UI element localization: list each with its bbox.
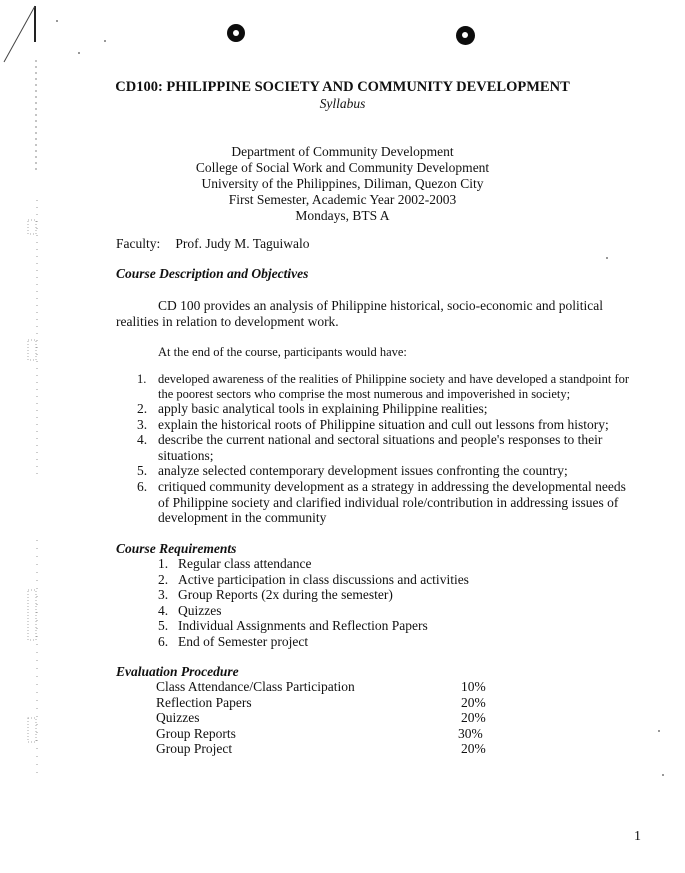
binder-hole-left <box>227 24 245 42</box>
objective-number: 2. <box>137 401 148 416</box>
evaluation-item: Class Attendance/Class Participation <box>156 679 355 694</box>
scan-speck <box>658 730 660 732</box>
scan-edge-marks <box>0 0 60 873</box>
objective-item <box>137 463 637 479</box>
objective-text: analyze selected contemporary development issues confronting the country; <box>158 463 568 479</box>
evaluation-row <box>156 710 486 726</box>
evaluation-percent: 10% <box>461 679 486 694</box>
objective-item <box>137 417 637 433</box>
evaluation-item: Group Project <box>156 741 233 757</box>
objective-item <box>137 479 637 526</box>
evaluation-table <box>156 679 486 757</box>
requirement-number: 2. <box>158 571 169 587</box>
course-description-paragraph: CD 100 provides an analysis of Philippine historical, socio-economic and political realities in relation to development work. <box>116 298 604 329</box>
faculty-name: Prof. Judy M. Taguiwalo <box>175 236 310 251</box>
course-title: CD100: PHILIPPINE SOCIETY AND COMMUNITY DEVELOPMENT <box>115 79 570 95</box>
objective-number: 3. <box>137 416 148 432</box>
faculty-label: Faculty: <box>116 236 161 251</box>
requirement-text: Individual Assignments and Reflection Papers <box>178 618 428 634</box>
course-description-heading: Course Description and Objectives <box>116 266 309 281</box>
page-number: 1 <box>634 829 641 844</box>
objective-text: developed awareness of the realities of Philippine society and have developed a standpoint for the poorest sectors who comprise the most numerous and impoverished in society; <box>158 372 630 401</box>
requirement-number: 5. <box>158 618 169 634</box>
objective-text: critiqued community development as a strategy in addressing the developmental needs of Philippine society and clarified individual role/contribution in addressing issues of development in the community <box>158 478 626 526</box>
university-line: University of the Philippines, Diliman, Quezon City <box>201 176 484 191</box>
evaluation-item: Reflection Papers <box>156 694 252 710</box>
evaluation-item: Quizzes <box>156 710 200 726</box>
requirement-item <box>158 587 469 603</box>
evaluation-percent: 20% <box>461 694 486 710</box>
evaluation-row <box>156 695 486 711</box>
requirement-text: Quizzes <box>178 602 222 618</box>
objectives-lead-in: At the end of the course, participants would have: <box>158 345 407 359</box>
evaluation-row <box>156 741 486 757</box>
faculty-line <box>116 236 310 252</box>
objective-number: 4. <box>137 432 148 448</box>
requirement-number: 4. <box>158 602 169 618</box>
department-block <box>0 144 685 224</box>
requirement-item <box>158 572 469 588</box>
requirement-text: End of Semester project <box>178 633 309 649</box>
scan-speck <box>662 774 664 776</box>
requirement-item <box>158 618 469 634</box>
scan-speck <box>606 257 608 259</box>
objective-number: 1. <box>137 372 147 386</box>
binder-hole-right <box>456 26 475 45</box>
objective-item <box>137 432 637 463</box>
scan-speck <box>56 20 58 22</box>
evaluation-item: Group Reports <box>156 725 236 741</box>
objective-text: explain the historical roots of Philippine situation and cull out lessons from history; <box>158 416 609 432</box>
objective-item <box>137 372 637 401</box>
objective-text: describe the current national and sectoral situations and people's responses to their situations; <box>158 432 603 463</box>
requirement-item <box>158 634 469 650</box>
requirement-item <box>158 603 469 619</box>
requirement-text: Group Reports (2x during the semester) <box>178 587 393 603</box>
objective-text: apply basic analytical tools in explaining Philippine realities; <box>158 401 488 416</box>
requirements-list <box>158 556 469 650</box>
requirement-text: Regular class attendance <box>178 556 312 571</box>
requirement-number: 6. <box>158 633 169 649</box>
objective-number: 5. <box>137 463 148 479</box>
document-subtitle: Syllabus <box>319 96 366 111</box>
evaluation-heading: Evaluation Procedure <box>116 664 239 679</box>
requirement-number: 1. <box>158 556 169 571</box>
evaluation-percent: 20% <box>461 741 486 757</box>
department-line: Department of Community Development <box>231 144 454 159</box>
requirement-number: 3. <box>158 587 169 603</box>
evaluation-row <box>156 726 486 742</box>
schedule-line: Mondays, BTS A <box>295 208 390 223</box>
objective-item <box>137 401 637 417</box>
scan-speck <box>104 40 106 42</box>
scan-speck <box>78 52 80 54</box>
evaluation-row <box>156 679 486 695</box>
objective-number: 6. <box>137 478 148 494</box>
evaluation-percent: 20% <box>461 710 486 726</box>
requirement-item <box>158 556 469 572</box>
objectives-list <box>137 372 637 526</box>
evaluation-percent: 30% <box>458 725 483 741</box>
requirement-text: Active participation in class discussions and activities <box>178 571 469 587</box>
college-line: College of Social Work and Community Development <box>195 160 490 175</box>
semester-line: First Semester, Academic Year 2002-2003 <box>228 192 457 207</box>
course-requirements-heading: Course Requirements <box>116 541 237 556</box>
